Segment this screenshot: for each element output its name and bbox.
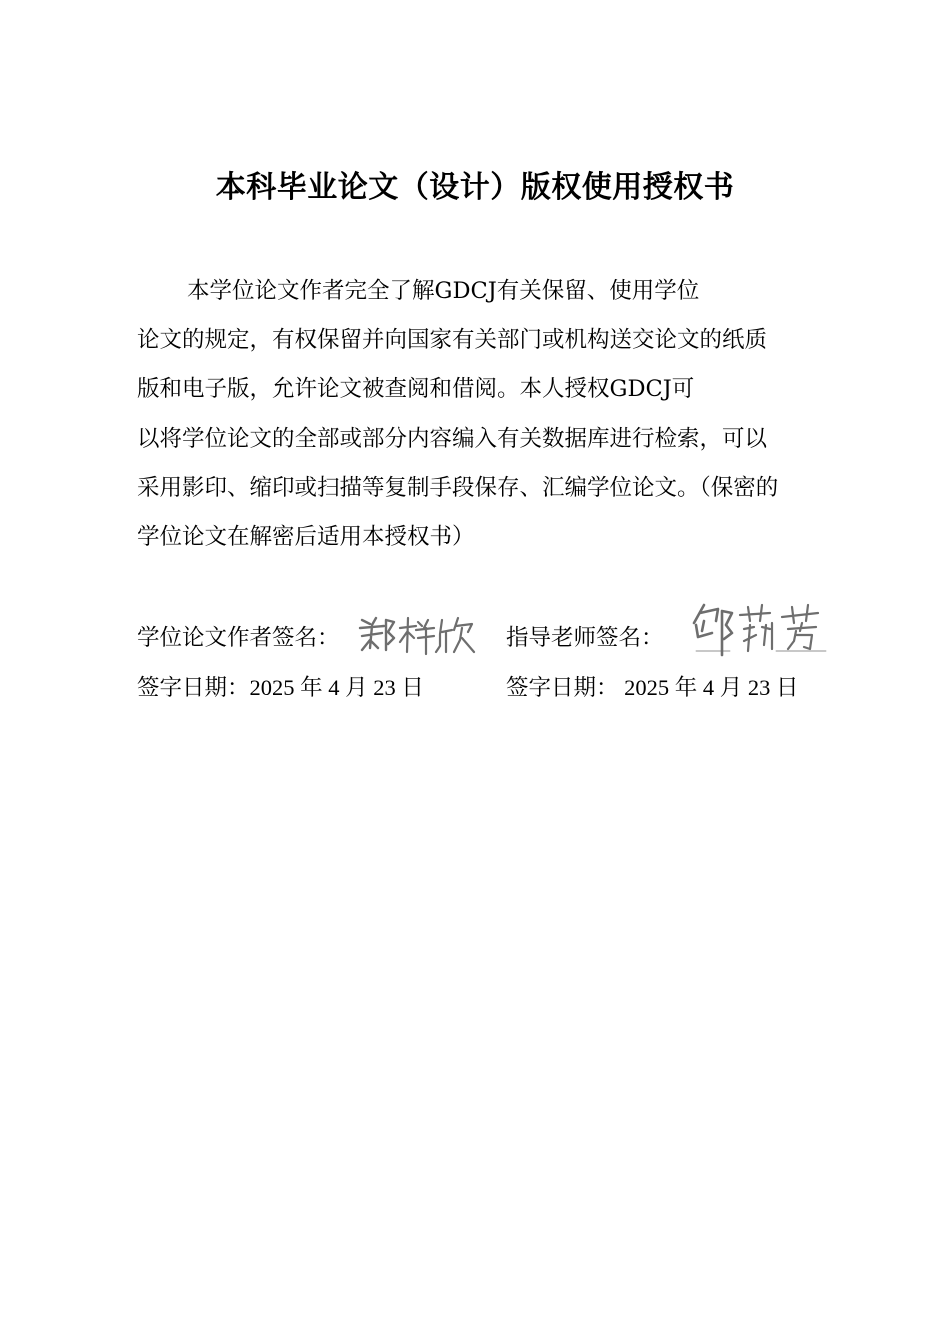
body-line-4: 以将学位论文的全部或部分内容编入有关数据库进行检索，可以 <box>137 426 768 452</box>
body-line-2: 论文的规定，有权保留并向国家有关部门或机构送交论文的纸质 <box>137 327 768 353</box>
body-line-5: 采用影印、缩印或扫描等复制手段保存、汇编学位论文。（保密的 <box>137 475 779 501</box>
document-title: 本科毕业论文（设计）版权使用授权书 <box>215 170 735 205</box>
author-handwritten-signature <box>356 610 478 658</box>
body-line-1: 本学位论文作者完全了解GDCJ有关保留、使用学位 <box>187 278 700 304</box>
advisor-handwritten-signature <box>690 601 830 661</box>
body-line-3: 版和电子版，允许论文被查阅和借阅。本人授权GDCJ可 <box>137 376 695 402</box>
advisor-signature-label: 指导老师签名： <box>506 625 664 651</box>
author-signing-date: 签字日期：2025 年 4 月 23 日 <box>137 675 424 700</box>
advisor-signing-date: 签字日期： 2025 年 4 月 23 日 <box>506 675 799 700</box>
author-signature-label: 学位论文作者签名： <box>137 625 340 651</box>
body-line-6: 学位论文在解密后适用本授权书） <box>137 524 475 550</box>
